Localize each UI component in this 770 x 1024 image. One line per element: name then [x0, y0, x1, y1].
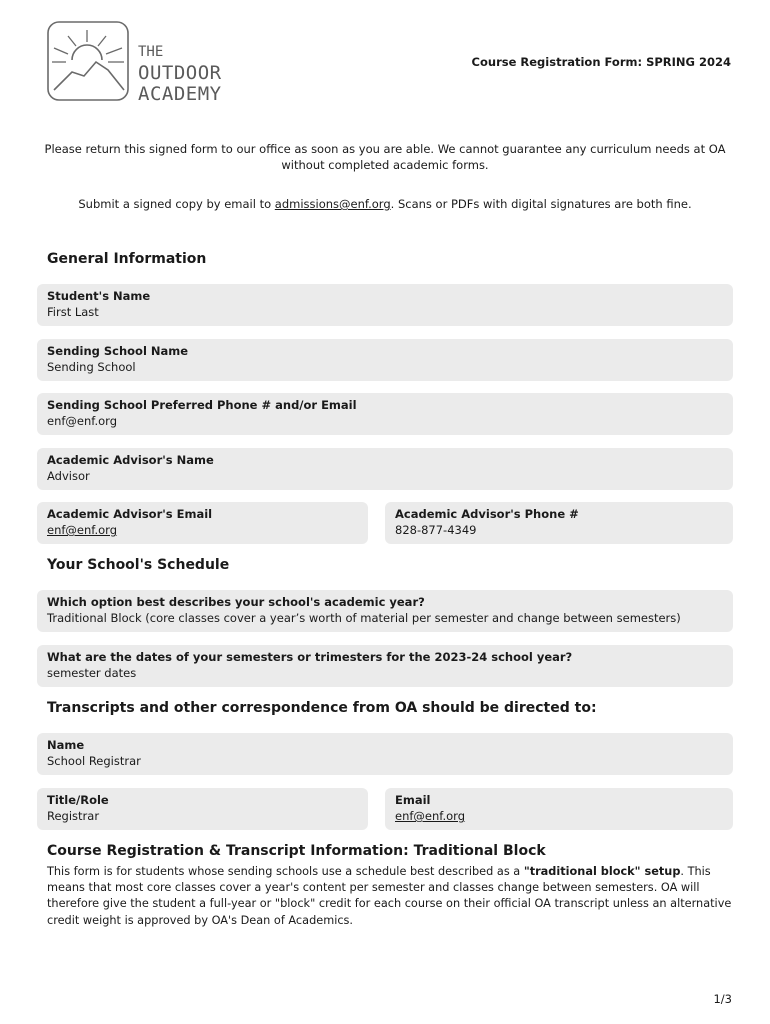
- field-label: Name: [47, 738, 85, 752]
- advisor-email-field[interactable]: [37, 502, 368, 544]
- field-value: enf@enf.org: [47, 414, 118, 428]
- page-number: 1/3: [713, 992, 732, 1006]
- intro-instructions: Please return this signed form to our office as soon as you are able. We cannot guarantee any curriculum needs at OA without completed academic forms.: [44, 142, 726, 172]
- field-value: Sending School: [47, 360, 136, 374]
- field-value[interactable]: enf@enf.org: [395, 809, 466, 823]
- field-value: semester dates: [47, 666, 137, 680]
- transcripts-heading: Transcripts and other correspondence from OA should be directed to:: [47, 700, 597, 716]
- field-value: Advisor: [47, 469, 90, 483]
- intro-submission-post: . Scans or PDFs with digital signatures are both fine.: [390, 197, 692, 211]
- field-label: Sending School Preferred Phone # and/or Email: [47, 398, 357, 412]
- field-label: Academic Advisor's Name: [47, 453, 214, 467]
- field-label: Title/Role: [47, 793, 109, 807]
- intro-submission: [36, 196, 734, 212]
- school-schedule-heading: Your School's Schedule: [47, 557, 230, 573]
- registrar-title-field[interactable]: [37, 788, 368, 830]
- mountain-sun-icon: [46, 20, 130, 102]
- academic-year-field[interactable]: [37, 590, 733, 632]
- field-value: Registrar: [47, 809, 100, 823]
- course-registration-heading: Course Registration & Transcript Information: Traditional Block: [47, 843, 546, 859]
- registrar-email-field[interactable]: [385, 788, 733, 830]
- field-value: First Last: [47, 305, 99, 319]
- logo-line-2: OUTDOOR: [138, 62, 222, 84]
- student-name-field[interactable]: [37, 284, 733, 326]
- field-value: Traditional Block (core classes cover a year’s worth of material per semester and change between semesters): [47, 611, 681, 625]
- field-label: Academic Advisor's Phone #: [395, 507, 579, 521]
- advisor-phone-field[interactable]: [385, 502, 733, 544]
- course-registration-description: [47, 864, 735, 929]
- admissions-email-link[interactable]: admissions@enf.org: [274, 197, 391, 211]
- advisor-name-field[interactable]: [37, 448, 733, 490]
- registrar-name-field[interactable]: [37, 733, 733, 775]
- field-label: Academic Advisor's Email: [47, 507, 213, 521]
- semester-dates-field[interactable]: [37, 645, 733, 687]
- field-value[interactable]: enf@enf.org: [47, 523, 118, 537]
- general-information-heading: General Information: [47, 251, 207, 267]
- description-bold: "traditional block" setup: [523, 865, 681, 878]
- logo-line-3: ACADEMY: [138, 83, 222, 105]
- field-label: Student's Name: [47, 289, 151, 303]
- field-label: Which option best describes your school's academic year?: [47, 595, 425, 609]
- outdoor-academy-logo: [46, 20, 236, 104]
- logo-wordmark: [138, 42, 222, 105]
- field-value: 828-877-4349: [395, 523, 477, 537]
- description-post: . This means that most core classes cover a year's content per semester and classes change between semesters. OA will therefore give the student a full-year or "block" credit for each course on their official OA transcript unless an alternative credit weight is approved by OA's Dean of Academics.: [47, 865, 732, 927]
- form-title: Course Registration Form: SPRING 2024: [471, 55, 731, 69]
- field-label: Sending School Name: [47, 344, 189, 358]
- intro-submission-pre: Submit a signed copy by email to: [78, 197, 275, 211]
- school-contact-field[interactable]: [37, 393, 733, 435]
- sending-school-field[interactable]: [37, 339, 733, 381]
- description-pre: This form is for students whose sending schools use a schedule best described as a: [47, 865, 524, 878]
- field-label: What are the dates of your semesters or trimesters for the 2023-24 school year?: [47, 650, 573, 664]
- field-label: Email: [395, 793, 431, 807]
- logo-line-1: THE: [138, 44, 164, 60]
- field-value: School Registrar: [47, 754, 141, 768]
